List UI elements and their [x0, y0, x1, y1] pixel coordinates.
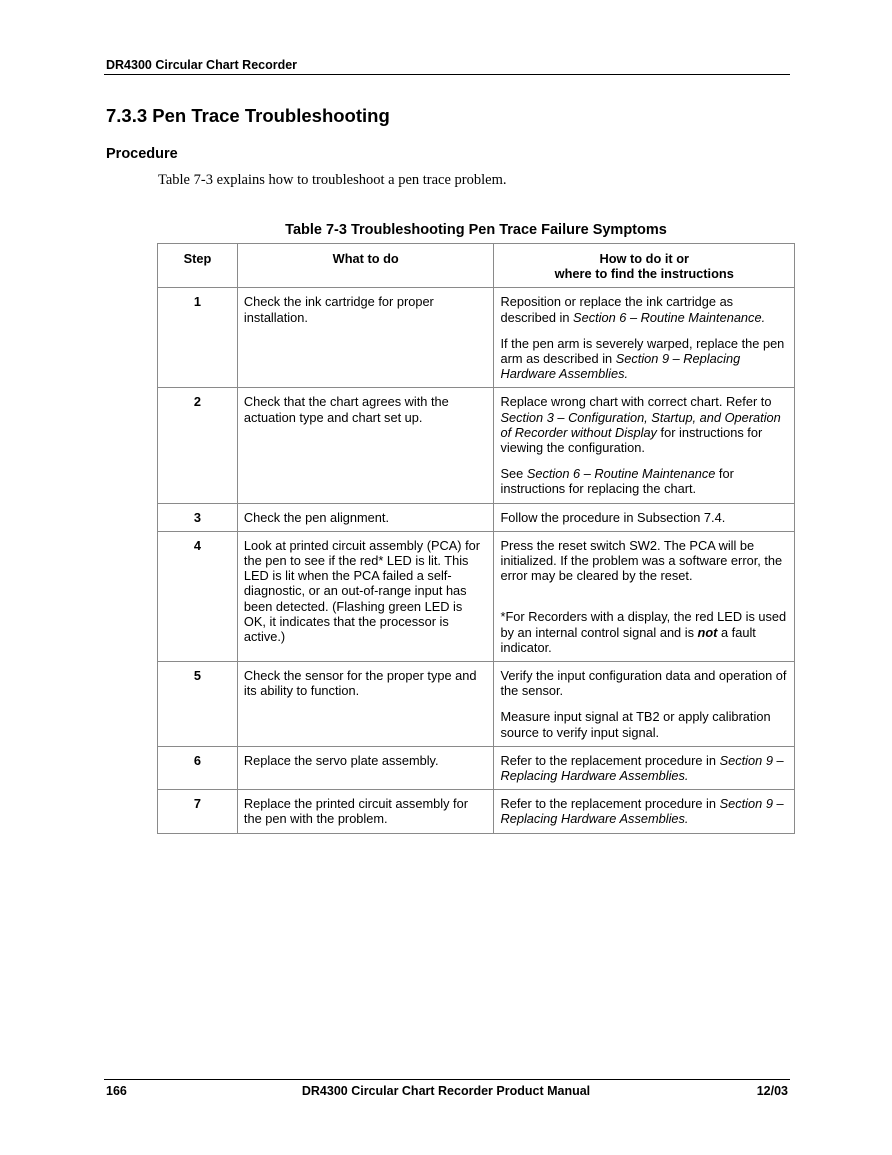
- step-number: 2: [158, 388, 238, 503]
- instruction-paragraph: [500, 466, 788, 496]
- instruction-text: a fault indicator.: [500, 624, 756, 655]
- instruction-text: *For Recorders with a display, the red LED is used by an internal control signal and is: [500, 609, 787, 640]
- instruction-text: Measure input signal at TB2 or apply calibration source to verify input signal.: [500, 709, 771, 740]
- how-to-do-cell: [494, 790, 795, 833]
- instruction-text: Refer to the replacement procedure in: [500, 796, 720, 812]
- instruction-paragraph: [500, 538, 788, 584]
- header-how-line-2: where to find the instructions: [554, 266, 734, 282]
- instruction-paragraph: [500, 668, 788, 698]
- header-how-line-1: How to do it or: [599, 251, 690, 266]
- instruction-text: Reposition or replace the ink cartridge as described in: [500, 294, 734, 325]
- instruction-text: Press the reset switch SW2. The PCA will be initialized. If the problem was a software error, the error may be cleared by the reset.: [500, 537, 783, 584]
- table-row: [158, 288, 795, 388]
- instruction-paragraph: [500, 609, 788, 655]
- instruction-text: Follow the procedure in Subsection 7.4.: [500, 509, 726, 525]
- step-number: 3: [158, 503, 238, 531]
- instruction-paragraph: [500, 394, 788, 455]
- instruction-text: for instructions for replacing the chart.: [500, 466, 734, 497]
- table-row: [158, 746, 795, 789]
- instruction-paragraph: [500, 709, 788, 739]
- running-header: DR4300 Circular Chart Recorder: [106, 58, 298, 72]
- reference-text: Section 6 – Routine Maintenance: [526, 466, 716, 482]
- reference-text: Section 9 – Replacing Hardware Assemblies.: [500, 796, 784, 827]
- header-what-to-do: What to do: [237, 244, 494, 288]
- instruction-paragraph: [500, 796, 788, 826]
- reference-text: Section 9 – Replacing Hardware Assemblies.: [500, 351, 741, 382]
- what-to-do-cell: Replace the printed circuit assembly for the pen with the problem.: [237, 790, 494, 833]
- instruction-text: If the pen arm is severely warped, replace the pen arm as described in: [500, 335, 785, 367]
- step-number: 7: [158, 790, 238, 833]
- troubleshooting-table: [157, 243, 795, 834]
- header-step: Step: [158, 244, 238, 288]
- footer-date: 12/03: [756, 1084, 788, 1098]
- how-to-do-cell: [494, 503, 795, 531]
- instruction-text: Verify the input configuration data and operation of the sensor.: [500, 668, 787, 699]
- table-row: [158, 531, 795, 661]
- what-to-do-cell: Replace the servo plate assembly.: [237, 746, 494, 789]
- page-number: 166: [106, 1084, 127, 1098]
- instruction-text: for instructions for viewing the configuration.: [500, 424, 763, 456]
- reference-text: Section 3 – Configuration, Startup, and Operation of Recorder without Display: [500, 409, 781, 440]
- step-number: 5: [158, 662, 238, 747]
- step-number: 6: [158, 746, 238, 789]
- header-rule: [104, 74, 790, 75]
- how-to-do-cell: [494, 746, 795, 789]
- reference-text: Section 9 – Replacing Hardware Assemblies.: [500, 752, 784, 784]
- procedure-heading: Procedure: [106, 146, 178, 162]
- instruction-paragraph: [500, 336, 788, 382]
- table-body: [158, 288, 795, 833]
- instruction-text: Replace wrong chart with correct chart. Refer to: [500, 394, 772, 410]
- footer-rule: [104, 1079, 790, 1080]
- intro-paragraph: Table 7-3 explains how to troubleshoot a pen trace problem.: [158, 172, 507, 188]
- what-to-do-cell: Look at printed circuit assembly (PCA) for the pen to see if the red* LED is lit. This LED is lit when the PCA failed a self-diagnostic, or an out-of-range input has been detected. (Flashing green LED is OK, it indicates that the processor is active.): [237, 531, 494, 661]
- how-to-do-cell: [494, 531, 795, 661]
- how-to-do-cell: [494, 662, 795, 747]
- what-to-do-cell: Check the sensor for the proper type and its ability to function.: [237, 662, 494, 747]
- table-row: [158, 388, 795, 503]
- table-row: [158, 662, 795, 747]
- how-to-do-cell: [494, 388, 795, 503]
- instruction-paragraph: [500, 510, 788, 525]
- instruction-paragraph: [500, 294, 788, 324]
- what-to-do-cell: Check the ink cartridge for proper installation.: [237, 288, 494, 388]
- footer-manual-title: DR4300 Circular Chart Recorder Product Manual: [301, 1084, 591, 1098]
- section-title: 7.3.3 Pen Trace Troubleshooting: [106, 105, 390, 126]
- what-to-do-cell: Check the pen alignment.: [237, 503, 494, 531]
- instruction-text: Refer to the replacement procedure in: [500, 752, 720, 768]
- step-number: 4: [158, 531, 238, 661]
- reference-text: not: [697, 624, 718, 640]
- instruction-text: See: [500, 466, 527, 482]
- table-header-row: [158, 244, 795, 288]
- reference-text: Section 6 – Routine Maintenance.: [573, 309, 766, 325]
- step-number: 1: [158, 288, 238, 388]
- what-to-do-cell: Check that the chart agrees with the actuation type and chart set up.: [237, 388, 494, 503]
- how-to-do-cell: [494, 288, 795, 388]
- table-caption: Table 7-3 Troubleshooting Pen Trace Failure Symptoms: [285, 222, 667, 238]
- instruction-paragraph: [500, 753, 788, 783]
- table-row: [158, 790, 795, 833]
- table-row: [158, 503, 795, 531]
- header-how-to-do: [494, 244, 795, 288]
